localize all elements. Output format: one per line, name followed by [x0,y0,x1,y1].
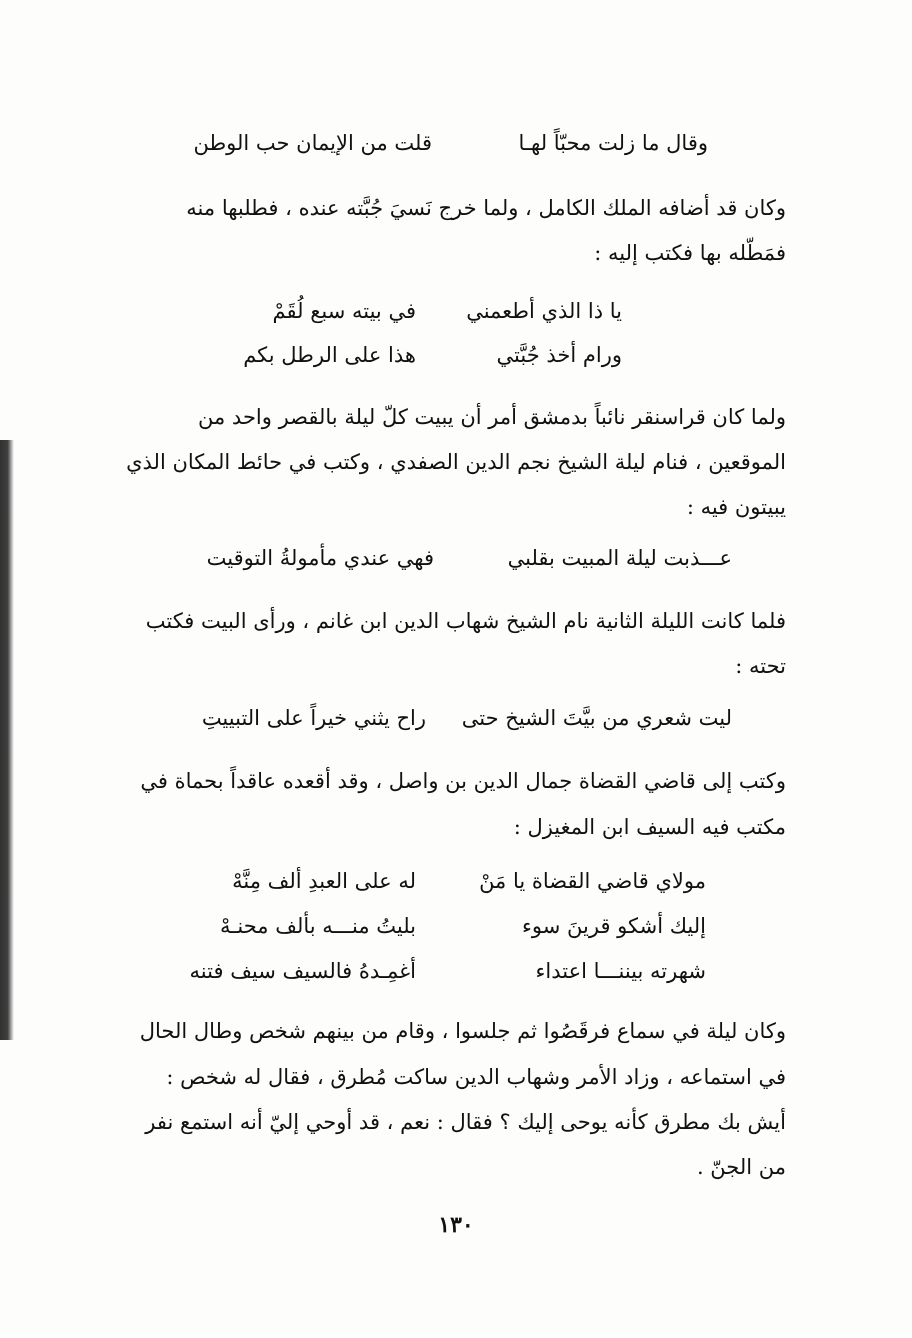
paragraph-2-line-1: ولما كان قراسنقر نائباً بدمشق أمر أن يبيت كلّ ليلة بالقصر واحد من [198,405,786,429]
paragraph-4-line-2: مكتب فيه السيف ابن المغيزل : [513,815,786,839]
verse-1-hemistich-a: وقال ما زلت محبّاً لهـا [518,131,708,155]
verse-2-line-2-a: ورام أخذ جُبَّتي [496,343,622,367]
paragraph-5-line-1: وكان ليلة في سماع فرقَصُوا ثم جلسوا ، وقام من بينهم شخص وطال الحال [139,1019,786,1043]
paragraph-3-line-2: تحته : [735,654,786,678]
verse-2-line-1-a: يا ذا الذي أطعمني [466,299,622,323]
paragraph-5-line-2: في استماعه ، وزاد الأمر وشهاب الدين ساكت مُطرق ، فقال له شخص : [166,1065,786,1089]
verse-4-hemistich-b: راح يثني خيراً على التبييتِ [201,706,426,730]
verse-5-line-1-a: مولاي قاضي القضاة يا مَنْ [479,869,706,893]
verse-1-hemistich-b: قلت من الإيمان حب الوطن [193,131,432,155]
verse-5-line-2-b: بليتُ منـــه بألف محنـهْ [219,914,416,938]
verse-5-line-1-b: له على العبدِ ألف مِنَّهْ [232,869,416,893]
verse-2-line-2-b: هذا على الرطل بكم [243,343,416,367]
verse-4-hemistich-a: ليت شعري من بيَّتَ الشيخ حتى [461,706,732,730]
page-number: ١٣٠ [438,1212,474,1238]
paragraph-5-line-4: من الجنّ . [696,1155,786,1179]
verse-5-line-3-b: أغمِـدهُ فالسيف سيف فتنه [189,959,416,983]
verse-2-line-1-b: في بيته سبع لُقَمْ [272,299,416,323]
paragraph-4-line-1: وكتب إلى قاضي القضاة جمال الدين بن واصل ، وقد أقعده عاقداً بحماة في [140,769,786,793]
verse-5-line-3-a: شهرته بيننـــا اعتداء [535,959,706,983]
verse-3-hemistich-a: عـــذبت ليلة المبيت بقلبي [507,546,732,570]
paragraph-2-line-3: يبيتون فيه : [686,495,786,519]
paragraph-1-line-1: وكان قد أضافه الملك الكامل ، ولما خرج نَسيَ جُبَّته عنده ، فطلبها منه [186,196,786,220]
verse-5-line-2-a: إليك أشكو قرينَ سوء [522,914,706,938]
paragraph-2-line-2: الموقعين ، فنام ليلة الشيخ نجم الدين الصفدي ، وكتب في حائط المكان الذي [126,450,786,474]
paragraph-3-line-1: فلما كانت الليلة الثانية نام الشيخ شهاب الدين ابن غانم ، ورأى البيت فكتب [145,609,786,633]
paragraph-1-line-2: فمَطّله بها فكتب إليه : [594,241,786,265]
verse-3-hemistich-b: فهي عندي مأمولةُ التوقيت [206,546,434,570]
paragraph-5-line-3: أيش بك مطرق كأنه يوحى إليك ؟ فقال : نعم ، قد أوحي إليّ أنه استمع نفر [145,1110,786,1134]
